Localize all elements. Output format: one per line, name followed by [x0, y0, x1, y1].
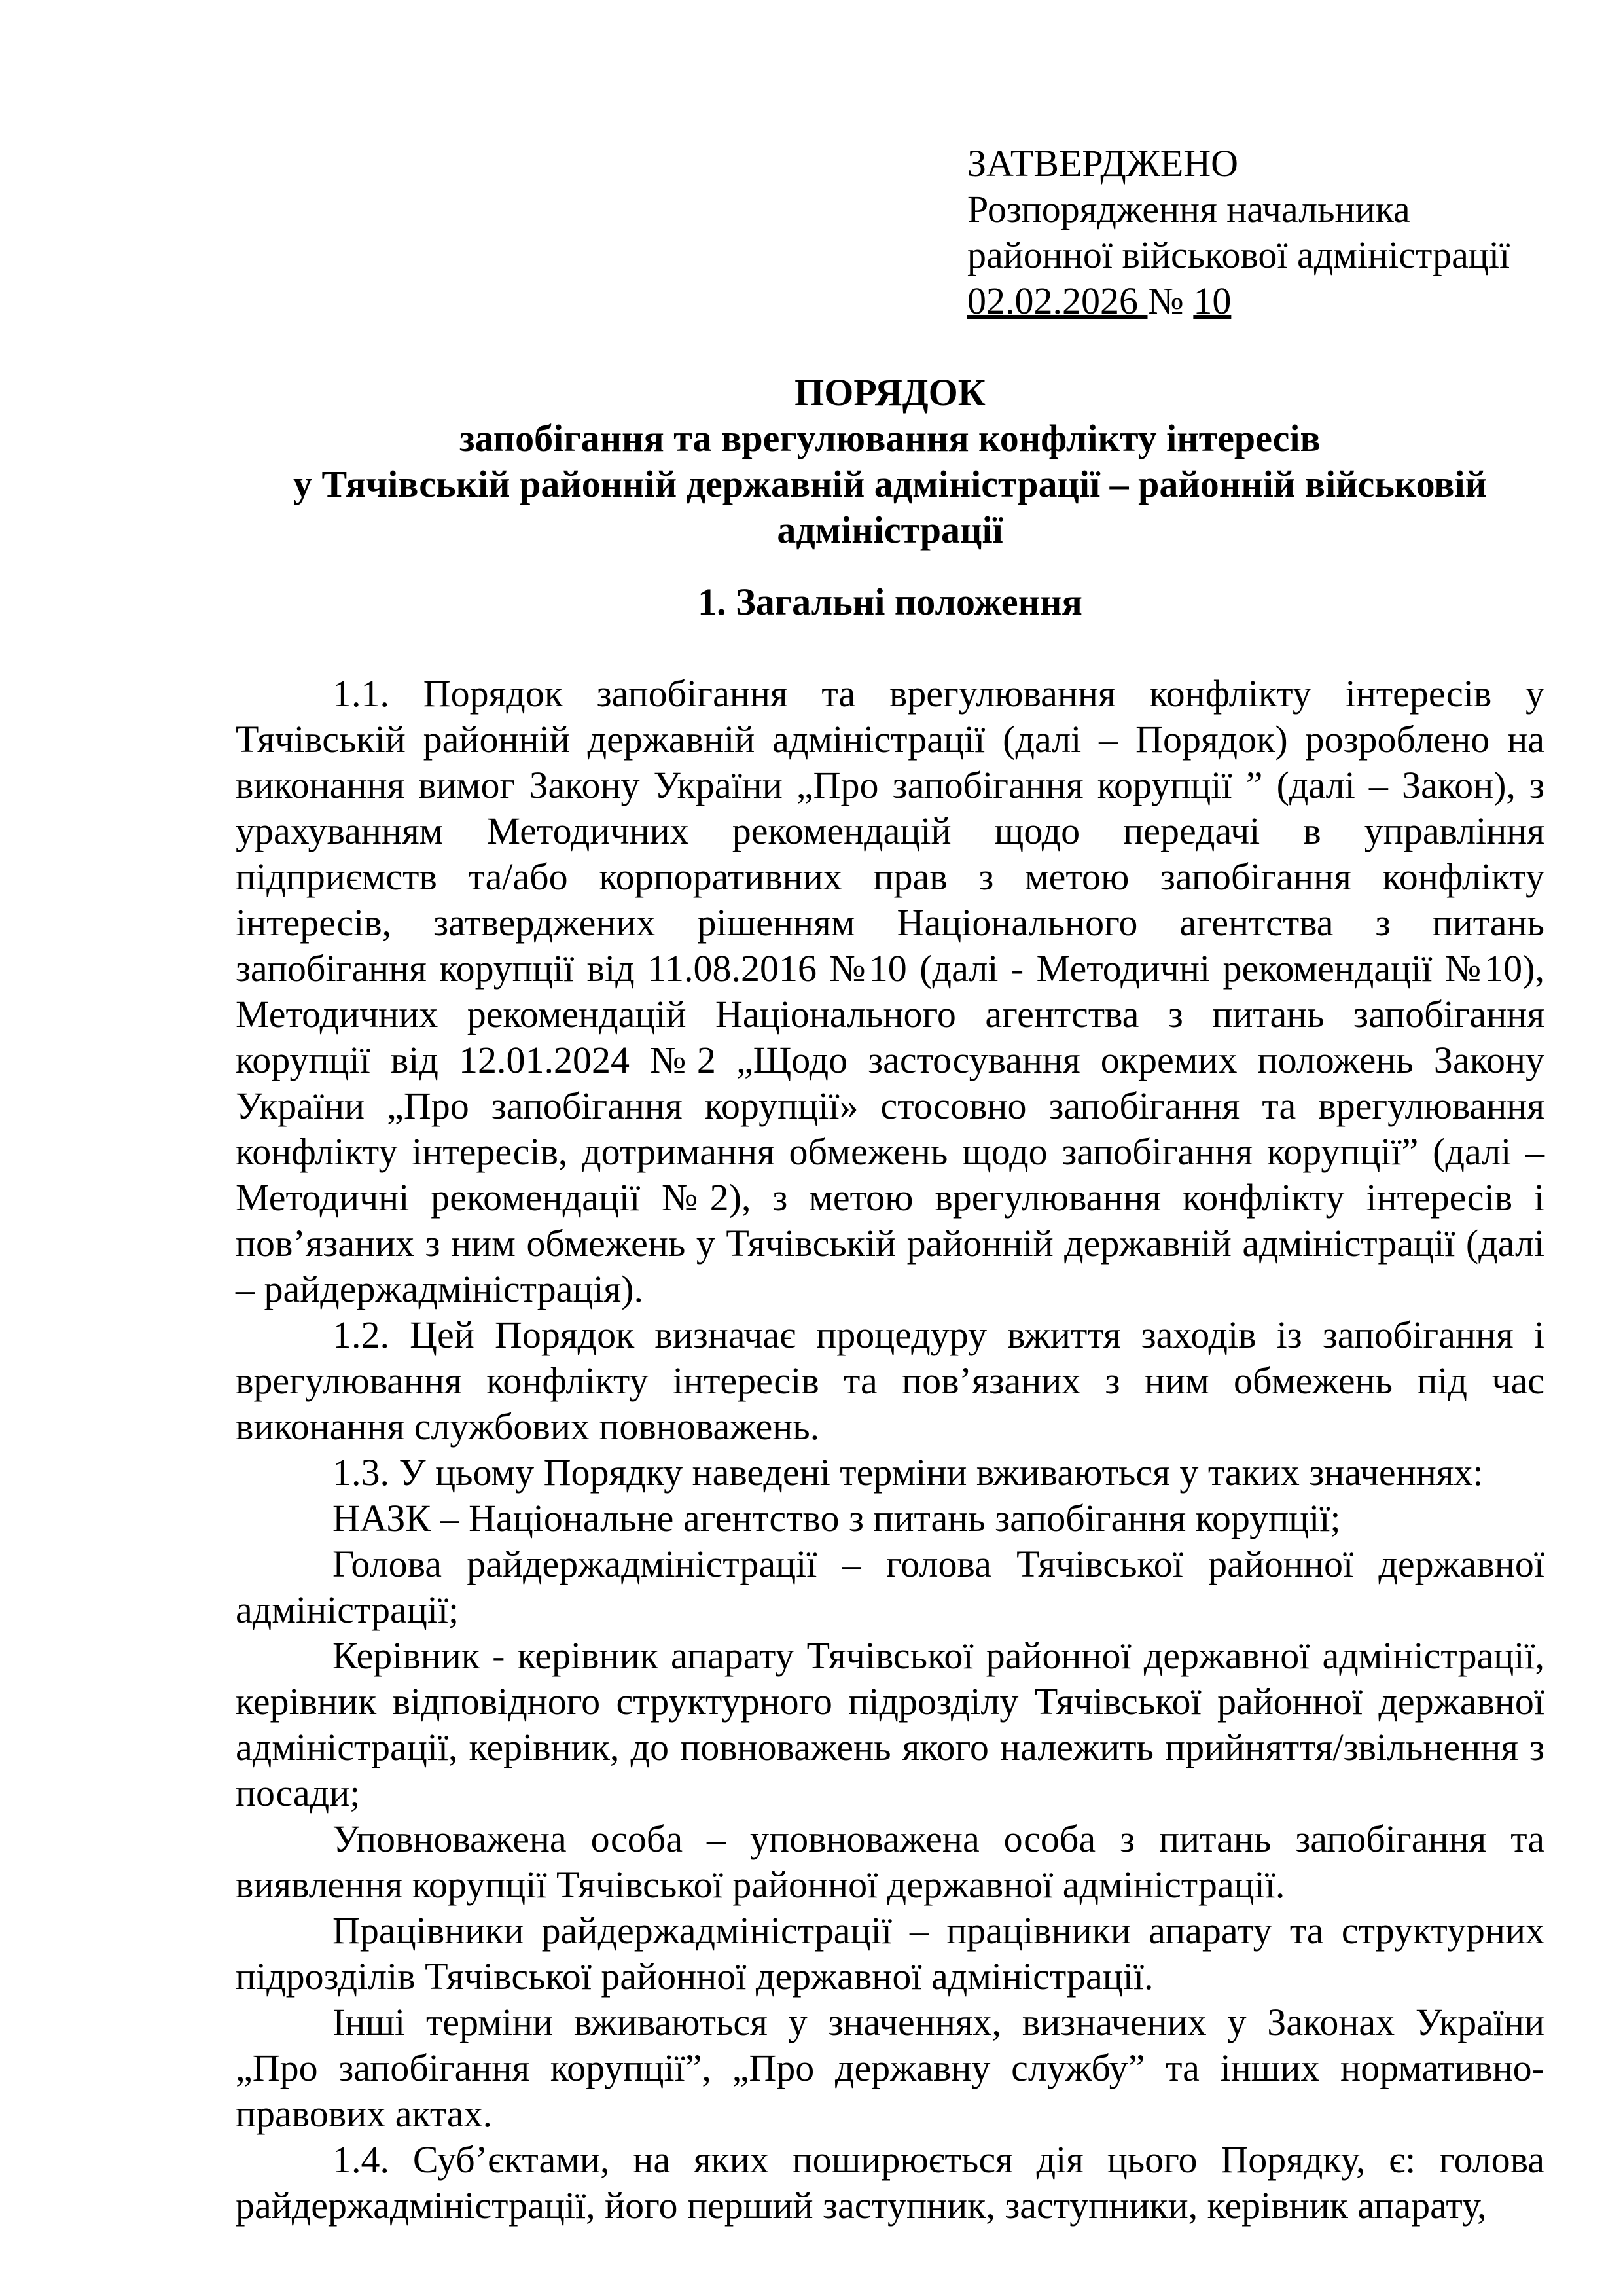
numero-sign: №	[1147, 279, 1194, 322]
term-authorized-person: Уповноважена особа – уповноважена особа з питань запобігання та виявлення корупції Тячівської районної державної адміністрації.	[236, 1818, 1544, 1906]
approval-authority-line: районної військової адміністрації	[967, 234, 1510, 276]
paragraph-1-4: 1.4. Суб’єктами, на яких поширюється дія цього Порядку, є: голова райдержадміністрації, його перший заступник, заступники, керівник апарату,	[236, 2138, 1544, 2227]
term-other-terms: Інші терміни вживаються у значеннях, визначених у Законах України „Про запобігання корупції”, „Про державну службу” та інших нормативно-правових актах.	[236, 2001, 1544, 2135]
approval-order-line: Розпорядження начальника	[967, 188, 1410, 230]
approval-block	[967, 141, 1544, 324]
document-title	[236, 370, 1544, 553]
term-nazk: НАЗК – Національне агентство з питань запобігання корупції;	[332, 1497, 1341, 1539]
document-title-line-4: адміністрації	[777, 509, 1003, 551]
document-title-line-2: запобігання та врегулювання конфлікту інтересів	[459, 417, 1321, 459]
approval-stamp-word: ЗАТВЕРДЖЕНО	[967, 142, 1239, 185]
paragraph-1-1: 1.1. Порядок запобігання та врегулювання конфлікту інтересів у Тячівській районній державній адміністрації (далі – Порядок) розроблено на виконання вимог Закону України „Про запобігання корупції ” (далі – Закон), з урахуванням Методичних рекомендацій щодо передачі в управління підприємств та/або корпоративних прав з метою запобігання конфлікту інтересів, затверджених рішенням Національного агентства з питань запобігання корупції від 11.08.2016 №10 (далі - Методичні рекомендації №10), Методичних рекомендацій Національного агентства з питань запобігання корупції від 12.01.2024 №2 „Щодо застосування окремих положень Закону України „Про запобігання корупції» стосовно запобігання та врегулювання конфлікту інтересів, дотримання обмежень щодо запобігання корупції” (далі – Методичні рекомендації №2), з метою врегулювання конфлікту інтересів і пов’язаних з ним обмежень у Тячівській районній державній адміністрації (далі – райдержадміністрація).	[236, 672, 1544, 1310]
approval-date-number-line	[967, 278, 1544, 324]
document-title-line-3: у Тячівській районній державній адміністрації – районній військовій	[293, 463, 1487, 505]
term-employees: Працівники райдержадміністрації – працівники апарату та структурних підрозділів Тячівської районної державної адміністрації.	[236, 1909, 1544, 1998]
document-title-word: ПОРЯДОК	[794, 371, 986, 414]
section-heading-general-provisions: 1. Загальні положення	[698, 581, 1082, 623]
term-kerivnyk: Керівник - керівник апарату Тячівської районної державної адміністрації, керівник відповідного структурного підрозділу Тячівської районної державної адміністрації, керівник, до повноважень якого належить прийняття/звільнення з посади;	[236, 1634, 1544, 1814]
document-body	[236, 671, 1544, 2229]
approval-number: 10	[1193, 279, 1232, 322]
paragraph-1-2: 1.2. Цей Порядок визначає процедуру вжиття заходів із запобігання і врегулювання конфлікту інтересів та пов’язаних з ним обмежень під час виконання службових повноважень.	[236, 1314, 1544, 1448]
paragraph-1-3: 1.3. У цьому Порядку наведені терміни вживаються у таких значеннях:	[332, 1451, 1484, 1494]
approval-date: 02.02.2026	[967, 279, 1148, 322]
term-head-of-administration: Голова райдержадміністрації – голова Тячівської районної державної адміністрації;	[236, 1543, 1544, 1631]
